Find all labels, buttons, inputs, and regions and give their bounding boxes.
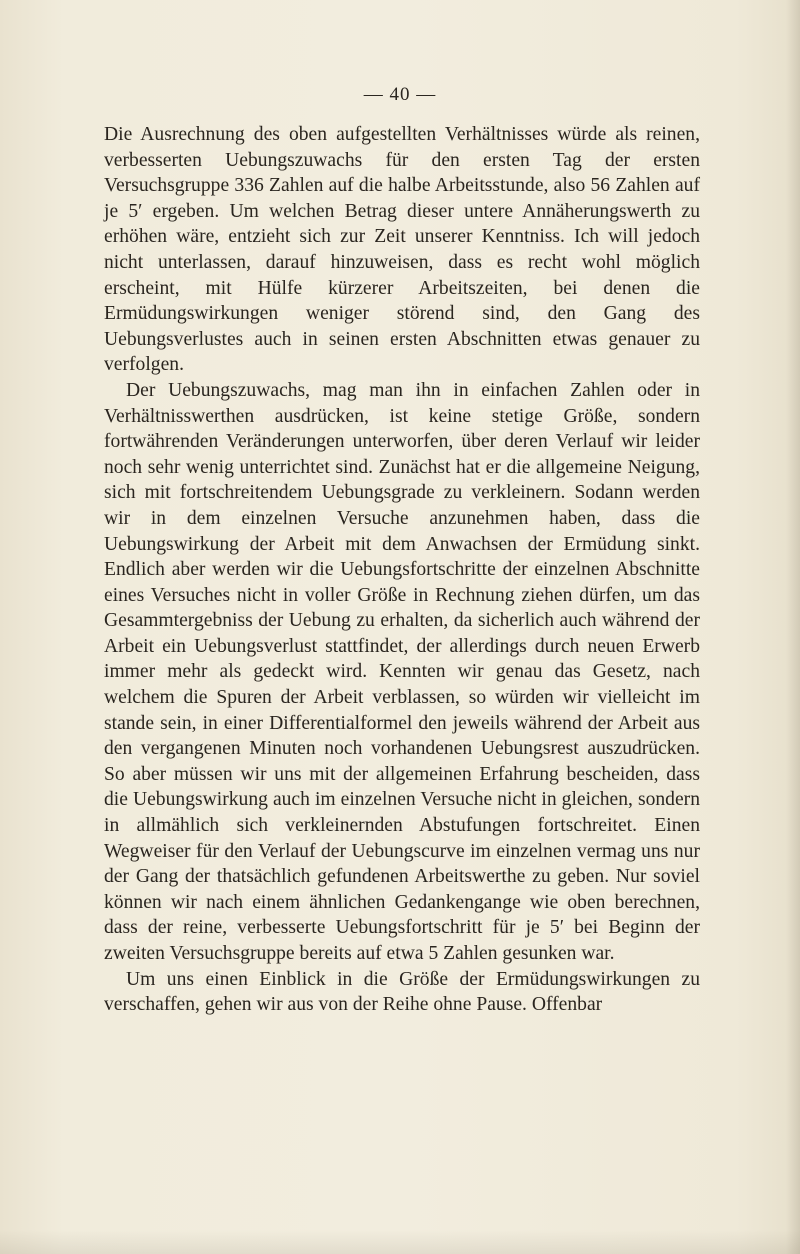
scan-edge-shadow bbox=[786, 0, 800, 1254]
paragraph-1: Die Ausrechnung des oben aufgestellten Verhältnisses würde als reinen, verbesserten Uebungszuwachs für den ersten Tag der ersten Versuchsgruppe 336 Zahlen auf die halbe Arbeitsstunde, also 56 Zahlen auf je 5′ ergeben. Um welchen Betrag dieser untere Annäherungswerth zu erhöhen wäre, entzieht sich zur Zeit unserer Kenntniss. Ich will jedoch nicht unterlassen, darauf hinzuweisen, dass es recht wohl möglich erscheint, mit Hülfe kürzerer Arbeitszeiten, bei denen die Ermüdungswirkungen weniger störend sind, den Gang des Uebungsverlustes auch in seinen ersten Abschnitten etwas genauer zu verfolgen. bbox=[104, 124, 700, 376]
paragraph-2: Der Uebungszuwachs, mag man ihn in einfachen Zahlen oder in Verhältnisswerthen ausdrücken, ist keine stetige Größe, sondern fortwährenden Veränderungen unterworfen, über deren Verlauf wir leider noch sehr wenig unterrichtet sind. Zunächst hat er die allgemeine Neigung, sich mit fortschreitendem Uebungsgrade zu verkleinern. Sodann werden wir in dem einzelnen Versuche anzunehmen haben, dass die Uebungswirkung der Arbeit mit dem Anwachsen der Ermüdung sinkt. Endlich aber werden wir die Uebungsfortschritte der einzelnen Abschnitte eines Versuches nicht in voller Größe in Rechnung ziehen dürfen, um das Gesammtergebniss der Uebung zu erhalten, da sicherlich auch während der Arbeit ein Uebungsverlust stattfindet, der allerdings durch neuen Erwerb immer mehr als gedeckt wird. Kennten wir genau das Gesetz, nach welchem die Spuren der Arbeit verblassen, so würden wir vielleicht im stande sein, in einer Differentialformel den jeweils während der Arbeit aus den vergangenen Minuten noch vorhandenen Uebungsrest auszudrücken. So aber müssen wir uns mit der allgemeinen Erfahrung bescheiden, dass die Uebungswirkung auch im einzelnen Versuche nicht in gleichen, sondern in allmählich sich verkleinernden Abstufungen fortschreitet. Einen Wegweiser für den Verlauf der Uebungscurve im einzelnen vermag uns nur der Gang der thatsächlich gefundenen Arbeitswerthe zu geben. Nur soviel können wir nach einem ähnlichen Gedankengange wie oben berechnen, dass der reine, verbesserte Uebungsfortschritt für je 5′ bei Beginn der zweiten Versuchsgruppe bereits auf etwa 5 Zahlen gesunken war. bbox=[104, 379, 700, 964]
paragraph-3: Um uns einen Einblick in die Größe der Ermüdungswirkungen zu verschaffen, gehen wir aus von der Reihe ohne Pause. Offenbar bbox=[104, 968, 700, 1016]
scan-bottom-shadow bbox=[0, 1230, 800, 1254]
body-text bbox=[104, 122, 700, 1018]
page-number: — 40 — bbox=[363, 84, 437, 105]
